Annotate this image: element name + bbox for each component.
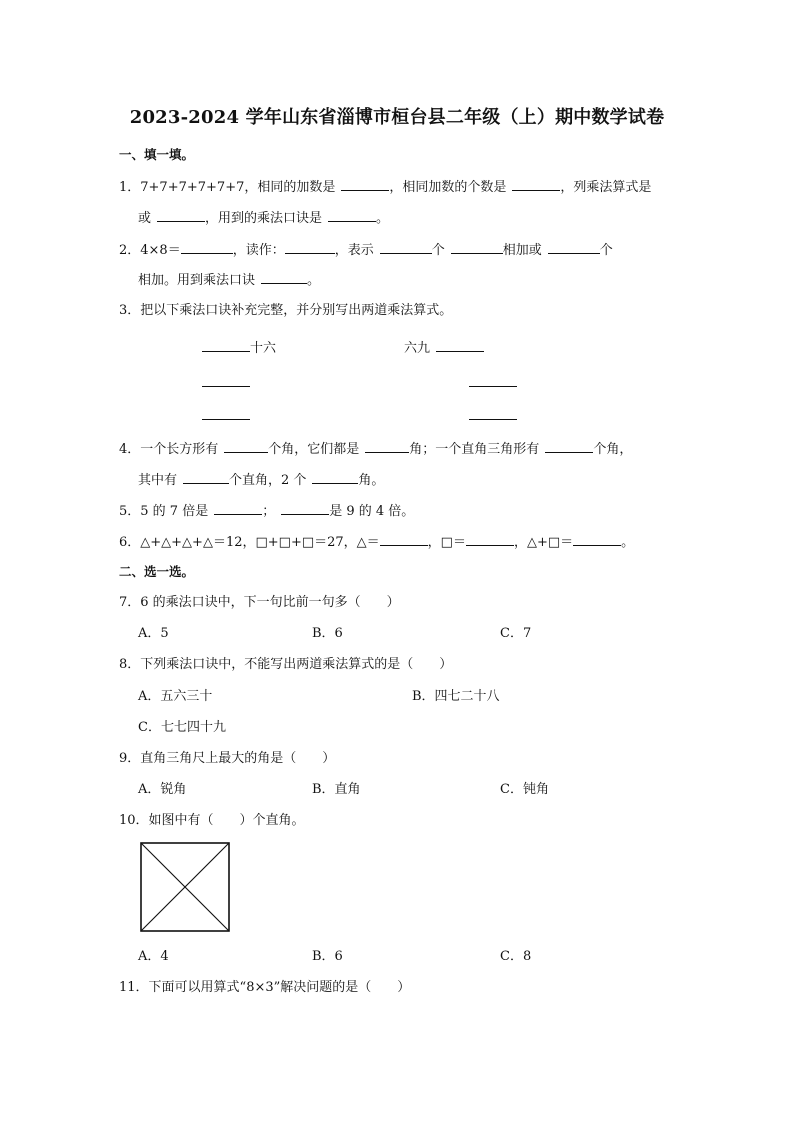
question-5 — [119, 501, 414, 521]
q4-blank-2[interactable] — [365, 439, 409, 453]
q4-text-b: 个角，它们都是 — [268, 442, 360, 457]
q4-text-f: 个直角，2 个 — [229, 473, 307, 488]
q5-text-b: ； — [262, 504, 276, 519]
q1-text-f: 。 — [376, 211, 390, 226]
q2-text-a: 2．4×8＝ — [119, 243, 181, 258]
q1-text-e: ，用到的乘法口诀是 — [205, 211, 323, 226]
q10-option-c[interactable]: C．8 — [500, 949, 532, 964]
q5-blank-1[interactable] — [214, 501, 262, 515]
q10-option-a[interactable]: A．4 — [138, 949, 169, 964]
q1-text-b: ，相同加数的个数是 — [389, 180, 507, 195]
q2-blank-5[interactable] — [548, 240, 600, 254]
q3-right-equation-2-blank[interactable] — [469, 418, 517, 420]
question-4-line-1 — [119, 439, 632, 459]
q3-left-rhyme — [202, 338, 276, 358]
page-title: 2023-2024 学年山东省淄博市桓台县二年级（上）期中数学试卷 — [129, 107, 665, 128]
q7-option-a[interactable]: A．5 — [138, 626, 169, 641]
question-9-stem: 9．直角三角尺上最大的角是（ ） — [119, 751, 336, 766]
question-4-line-2 — [138, 470, 384, 490]
section-heading-fill-in: 一、填一填。 — [119, 147, 195, 162]
q6-text-a: 6．△+△+△+△＝12，□+□+□＝27，△＝ — [119, 535, 380, 550]
q3-left-equation-1-blank[interactable] — [202, 385, 250, 387]
q1-text-c: ，列乘法算式是 — [560, 180, 652, 195]
question-3-stem: 3．把以下乘法口诀补充完整，并分别写出两道乘法算式。 — [119, 303, 453, 318]
q6-text-b: ，□＝ — [427, 535, 466, 550]
q1-blank-1[interactable] — [341, 177, 389, 191]
q3-left-rhyme-blank[interactable] — [202, 338, 250, 352]
q8-option-c[interactable]: C．七七四十九 — [138, 720, 226, 735]
question-11-stem: 11．下面可以用算式“8×3”解决问题的是（ ） — [119, 980, 411, 995]
q2-text-d: 个 — [431, 243, 445, 258]
q3-right-rhyme — [404, 338, 484, 358]
q2-text-b: ，读作： — [232, 243, 285, 258]
q2-blank-1[interactable] — [181, 240, 233, 254]
q4-blank-5[interactable] — [312, 470, 358, 484]
q3-right-rhyme-blank[interactable] — [436, 338, 484, 352]
q2-blank-4[interactable] — [451, 240, 503, 254]
q1-text-a: 1．7+7+7+7+7+7，相同的加数是 — [119, 180, 336, 195]
question-8-stem: 8．下列乘法口诀中，不能写出两道乘法算式的是（ ） — [119, 657, 453, 672]
q5-text-a: 5．5 的 7 倍是 — [119, 504, 209, 519]
q4-text-g: 角。 — [358, 473, 385, 488]
question-2-line-1 — [119, 240, 613, 260]
q3-right-equation-1-blank[interactable] — [469, 385, 517, 387]
q9-option-a[interactable]: A．锐角 — [138, 782, 187, 797]
q4-blank-4[interactable] — [183, 470, 229, 484]
q3-left-equation-2-blank[interactable] — [202, 418, 250, 420]
q2-blank-6[interactable] — [261, 270, 307, 284]
q7-option-c[interactable]: C．7 — [500, 626, 532, 641]
square-with-diagonals-figure — [140, 842, 230, 932]
q4-blank-3[interactable] — [545, 439, 593, 453]
q8-option-b[interactable]: B．四七二十八 — [412, 689, 500, 704]
q1-blank-4[interactable] — [328, 208, 376, 222]
q2-blank-2[interactable] — [285, 240, 335, 254]
question-10-stem: 10．如图中有（ ）个直角。 — [119, 813, 305, 828]
q4-text-e: 其中有 — [138, 473, 178, 488]
q2-text-e: 相加或 — [502, 243, 542, 258]
q6-blank-3[interactable] — [573, 532, 621, 546]
question-2-line-2 — [138, 270, 320, 290]
question-1-line-1 — [119, 177, 651, 197]
q2-blank-3[interactable] — [380, 240, 432, 254]
q8-option-a[interactable]: A．五六三十 — [138, 689, 213, 704]
q1-blank-2[interactable] — [512, 177, 560, 191]
section-heading-choose: 二、选一选。 — [119, 564, 195, 579]
q2-text-c: ，表示 — [334, 243, 374, 258]
q2-text-h: 。 — [307, 273, 321, 288]
q6-blank-2[interactable] — [466, 532, 514, 546]
q10-option-b[interactable]: B．6 — [312, 949, 343, 964]
q7-option-b[interactable]: B．6 — [312, 626, 343, 641]
q3-right-rhyme-text: 六九 — [404, 341, 431, 356]
q3-left-rhyme-text: 十六 — [250, 341, 277, 356]
q5-blank-2[interactable] — [281, 501, 329, 515]
q6-text-c: ，△+□＝ — [513, 535, 574, 550]
q2-text-g: 相加。用到乘法口诀 — [138, 273, 256, 288]
q1-text-d: 或 — [138, 211, 152, 226]
q6-blank-1[interactable] — [380, 532, 428, 546]
question-6 — [119, 532, 634, 552]
question-7-stem: 7．6 的乘法口诀中，下一句比前一句多（ ） — [119, 595, 400, 610]
q4-text-a: 4．一个长方形有 — [119, 442, 219, 457]
q4-text-c: 角；一个直角三角形有 — [409, 442, 540, 457]
q1-blank-3[interactable] — [157, 208, 205, 222]
question-1-line-2 — [138, 208, 389, 228]
q9-option-b[interactable]: B．直角 — [312, 782, 361, 797]
q9-option-c[interactable]: C．钝角 — [500, 782, 549, 797]
q6-text-d: 。 — [621, 535, 635, 550]
q2-text-f: 个 — [599, 243, 613, 258]
q4-text-d: 个角， — [593, 442, 633, 457]
q5-text-c: 是 9 的 4 倍。 — [329, 504, 415, 519]
q4-blank-1[interactable] — [224, 439, 268, 453]
